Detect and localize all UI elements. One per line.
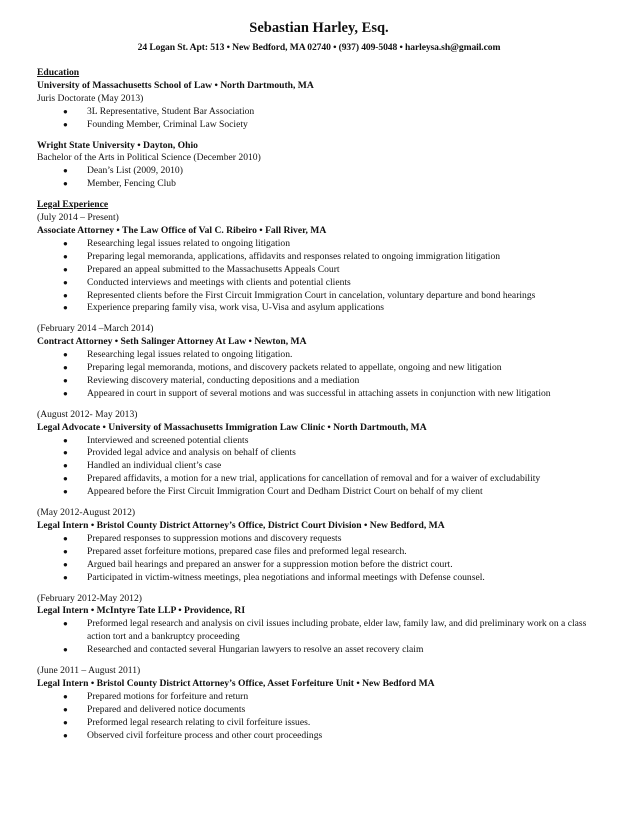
list-item: ● Prepared asset forfeiture motions, prepared case files and preformed legal research. — [63, 545, 407, 557]
bullet-icon: ● — [63, 388, 68, 398]
experience-heading: Legal Experience — [37, 199, 109, 211]
bullet-icon: ● — [63, 546, 68, 556]
bullet-icon: ● — [63, 619, 68, 629]
list-item: ● Founding Member, Criminal Law Society — [63, 118, 248, 130]
list-item: ● Preformed legal research and analysis on civil issues including probate, elder law, family law, and did preliminary work on a class action tort and a bankruptcy proceeding — [63, 618, 587, 643]
bullet-icon: ● — [63, 533, 68, 543]
bullet-icon: ● — [63, 730, 68, 740]
list-item: ● Interviewed and screened potential clients — [63, 434, 249, 446]
bullet-icon: ● — [63, 461, 68, 471]
job-items — [37, 618, 607, 657]
school-title: University of Massachusetts School of Law • North Dartmouth, MA — [37, 79, 314, 91]
bullet-icon: ● — [63, 179, 68, 189]
list-item: ● Prepared responses to suppression motions and discovery requests — [63, 532, 342, 544]
job-da-asset-forfeiture — [37, 665, 607, 742]
list-item: ● Represented clients before the First Circuit Immigration Court in cancelation, voluntary departure and bond hearings — [63, 289, 536, 301]
bullet-icon: ● — [63, 363, 68, 373]
list-item: ● Experience preparing family visa, work visa, U-Visa and asylum applications — [63, 302, 385, 314]
bullet-icon: ● — [63, 691, 68, 701]
job-da-district-court — [37, 507, 607, 584]
job-title: Legal Intern • McIntyre Tate LLP • Providence, RI — [37, 605, 246, 617]
bullet-icon: ● — [63, 645, 68, 655]
list-item: ● Conducted interviews and meetings with clients and potential clients — [63, 276, 351, 288]
school-degree: Bachelor of the Arts in Political Science (December 2010) — [37, 152, 261, 164]
bullet-icon: ● — [63, 559, 68, 569]
job-salinger — [37, 323, 607, 400]
job-dates: (June 2011 – August 2011) — [37, 665, 141, 677]
list-item: ● Member, Fencing Club — [63, 178, 176, 190]
job-items — [37, 435, 607, 500]
school-wright-state — [37, 140, 607, 192]
bullet-icon: ● — [63, 238, 68, 248]
list-item: ● Prepared affidavits, a motion for a new trial, applications for cancellation of removal and for a waiver of excludability — [63, 473, 541, 485]
bullet-icon: ● — [63, 350, 68, 360]
job-dates: (July 2014 – Present) — [37, 212, 119, 224]
job-ribeiro — [37, 212, 607, 315]
job-title: Legal Intern • Bristol County District Attorney’s Office, Asset Forfeiture Unit • New Bedford MA — [37, 677, 435, 689]
bullet-icon: ● — [63, 303, 68, 313]
bullet-icon: ● — [63, 375, 68, 385]
list-item: ● Handled an individual client’s case — [63, 460, 222, 472]
list-item: ● Preparing legal memoranda, motions, and discovery packets related to appellate, ongoing and new litigation — [63, 362, 502, 374]
list-item: ● Preformed legal research relating to civil forfeiture issues. — [63, 716, 311, 728]
education-heading: Education — [37, 67, 80, 78]
list-item: ● Prepared an appeal submitted to the Massachusetts Appeals Court — [63, 263, 340, 275]
bullet-icon: ● — [63, 166, 68, 176]
candidate-name: Sebastian Harley, Esq. — [249, 20, 389, 36]
job-title: Contract Attorney • Seth Salinger Attorney At Law • Newton, MA — [37, 336, 307, 348]
list-item: ● Argued bail hearings and prepared an answer for a suppression motion before the district court. — [63, 558, 453, 570]
bullet-icon: ● — [63, 435, 68, 445]
list-item: ● Researching legal issues related to ongoing litigation. — [63, 349, 293, 361]
bullet-icon: ● — [63, 572, 68, 582]
job-dates: (May 2012-August 2012) — [37, 507, 136, 519]
school-items — [37, 165, 607, 191]
bullet-icon: ● — [63, 448, 68, 458]
bullet-icon: ● — [63, 717, 68, 727]
list-item: ● Researched and contacted several Hungarian lawyers to resolve an asset recovery claim — [63, 644, 424, 656]
job-immigration-clinic — [37, 409, 607, 499]
job-dates: (August 2012- May 2013) — [37, 408, 138, 420]
list-item: ● Appeared in court in support of several motions and was successful in attaching assets in conjunction with new litigation — [63, 387, 551, 399]
job-items — [37, 691, 607, 743]
resume-body — [37, 67, 607, 743]
job-items — [37, 349, 607, 401]
job-title: Associate Attorney • The Law Office of Val C. Ribeiro • Fall River, MA — [37, 224, 327, 236]
bullet-icon: ● — [63, 119, 68, 129]
list-item: ● Preparing legal memoranda, applications, affidavits and responses related to ongoing immigration litigation — [63, 250, 501, 262]
job-title: Legal Advocate • University of Massachusetts Immigration Law Clinic • North Dartmouth, MA — [37, 421, 427, 433]
list-item: ● Prepared and delivered notice documents — [63, 703, 246, 715]
school-degree: Juris Doctorate (May 2013) — [37, 92, 144, 104]
list-item: ● Researching legal issues related to ongoing litigation — [63, 237, 291, 249]
list-item: ● Reviewing discovery material, conducting depositions and a mediation — [63, 374, 360, 386]
job-dates: (February 2014 –March 2014) — [37, 323, 154, 335]
list-item: ● 3L Representative, Student Bar Association — [63, 105, 255, 117]
list-item: ● Participated in victim-witness meetings, plea negotiations and informal meetings with Defense counsel. — [63, 571, 485, 583]
job-items — [37, 238, 607, 315]
job-title: Legal Intern • Bristol County District Attorney’s Office, District Court Division • New Bedford, MA — [37, 520, 445, 531]
bullet-icon: ● — [63, 290, 68, 300]
bullet-icon: ● — [63, 277, 68, 287]
contact-line: 24 Logan St. Apt: 513 • New Bedford, MA 02740 • (937) 409-5048 • harleysa.sh@gmail.com — [137, 42, 501, 53]
bullet-icon: ● — [63, 474, 68, 484]
bullet-icon: ● — [63, 264, 68, 274]
school-umass — [37, 80, 607, 132]
job-mcintyre-tate — [37, 593, 607, 658]
bullet-icon: ● — [63, 106, 68, 116]
list-item: ● Observed civil forfeiture process and other court proceedings — [63, 729, 323, 741]
job-items — [37, 533, 607, 585]
school-items — [37, 106, 607, 132]
list-item: ● Dean’s List (2009, 2010) — [63, 165, 183, 177]
bullet-icon: ● — [63, 251, 68, 261]
list-item: ● Appeared before the First Circuit Immigration Court and Dedham District Court on behalf of my client — [63, 486, 483, 498]
list-item: ● Provided legal advice and analysis on behalf of clients — [63, 447, 296, 459]
list-item: ● Prepared motions for forfeiture and return — [63, 690, 249, 702]
school-title: Wright State University • Dayton, Ohio — [37, 139, 198, 151]
bullet-icon: ● — [63, 487, 68, 497]
job-dates: (February 2012-May 2012) — [37, 592, 142, 604]
bullet-icon: ● — [63, 704, 68, 714]
